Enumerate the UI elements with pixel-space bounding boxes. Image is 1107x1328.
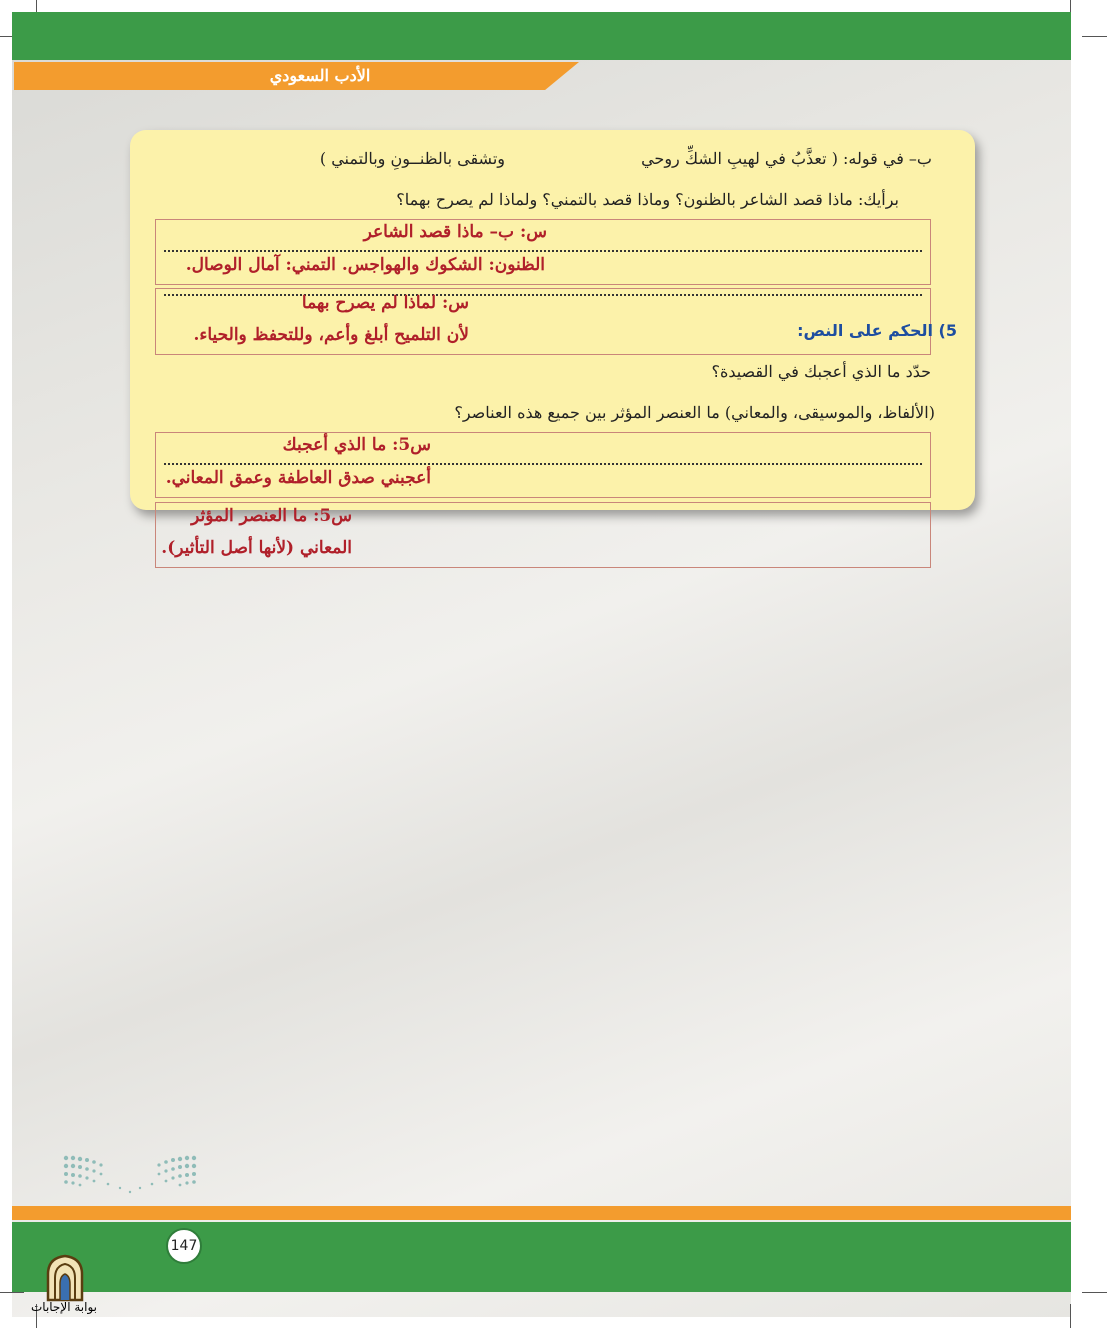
question-line-3: حدّد ما الذي أعجبك في القصيدة؟	[711, 362, 931, 381]
footer-orange-band	[12, 1206, 1071, 1220]
answer-4-text: المعاني (لأنها أصل التأثير).	[161, 538, 352, 558]
dotted-line	[164, 463, 922, 465]
question-line-intro: ب– في قوله: ( تعذَّبُ في لهيبِ الشكِّ روحي	[641, 149, 932, 168]
crop-mark	[1082, 36, 1107, 37]
answer-box-3	[155, 432, 931, 498]
question-line-4: (الألفاظ، والموسيقى، والمعاني) ما العنصر المؤثر بين جميع هذه العناصر؟	[454, 403, 935, 422]
answer-3-question: س5: ما الذي أعجبك	[282, 435, 431, 455]
section-5-heading: 5) الحكم على النص:	[797, 321, 957, 340]
question-line-2: برأيك: ماذا قصد الشاعر بالظنون؟ وماذا قصد بالتمني؟ ولماذا لم يصرح بهما؟	[396, 190, 899, 209]
ministry-logo-icon	[60, 1150, 200, 1200]
answer-2-question: س: لماذا لم يصرح بهما	[301, 293, 469, 313]
answer-3-text: أعجبني صدق العاطفة وعمق المعاني.	[165, 468, 431, 488]
portal-logo-icon	[40, 1252, 90, 1302]
answer-1-text: الظنون: الشكوك والهواجس. التمني: آمال الوصال.	[185, 255, 545, 275]
header-green-band	[12, 12, 1071, 60]
dotted-line	[164, 294, 922, 296]
answer-4-question: س5: ما العنصر المؤثر	[191, 506, 352, 526]
crop-mark	[0, 1292, 24, 1293]
portal-label: بوابة الإجابات	[30, 1300, 97, 1314]
question-line-verse-second: وتشقى بالظنــونِ وبالتمني )	[319, 149, 505, 168]
dotted-line	[164, 250, 922, 252]
answer-1-question: س: ب– ماذا قصد الشاعر	[363, 222, 547, 242]
page-number: 147	[166, 1228, 202, 1264]
page-title: الأدب السعودي	[269, 66, 371, 85]
crop-mark	[1070, 1304, 1071, 1328]
crop-mark	[1082, 1292, 1107, 1293]
answer-2-text: لأن التلميح أبلغ وأعم، وللتحفظ والحياء.	[193, 325, 469, 345]
